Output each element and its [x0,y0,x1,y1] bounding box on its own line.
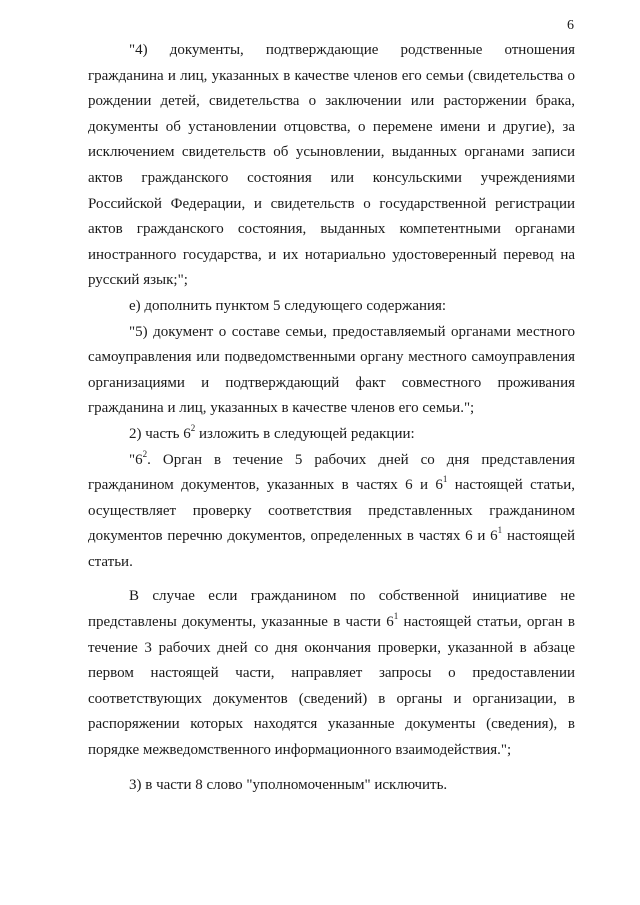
superscript: 2 [142,448,148,459]
text-segment: е) дополнить пунктом 5 следующего содержания: [129,297,447,314]
text-segment: "6 [129,451,143,468]
document-body [88,38,575,798]
text-segment: настоящей статьи. [88,528,575,570]
superscript: 1 [497,525,503,536]
superscript: 1 [442,474,448,485]
paragraph [88,448,575,576]
text-segment: настоящей статьи, осуществляет проверку соответствия представленных гражданином документов перечню документов, определенных в частях 6 и 6 [88,477,575,545]
text-segment: изложить в следующей редакции: [195,425,415,442]
paragraph [88,294,575,320]
text-segment: 2) часть 6 [129,425,191,442]
text-segment: . Орган в течение 5 рабочих дней со дня представления гражданином документов, указанных в частях 6 и 6 [88,451,575,494]
text-segment: 3) в части 8 слово "уполномоченным" исключить. [129,776,448,793]
paragraph [88,773,575,799]
text-segment: "5) документ о составе семьи, предоставляемый органами местного самоуправления или подведомственными органу местного самоуправления организациями и подтверждающий факт совместного проживания гражданина и лиц, указанных в качестве членов его семьи."; [88,323,575,417]
text-segment: настоящей статьи, орган в течение 3 рабочих дней со дня окончания проверки, указанной в абзаце первом настоящей части, направляет запросы о предоставлении соответствующих документов (сведений) в органы и организации, в распоряжении которых находятся указанные документы (сведения), в порядке межведомственного информационного взаимодействия."; [88,614,575,759]
paragraph [88,320,575,422]
text-segment: "4) документы, подтверждающие родственные отношения гражданина и лиц, указанных в качестве членов его семьи (свидетельства о рождении детей, свидетельства о заключении или расторжении брака, документы об установлении отцовства, о перемене имени и другие), за исключением свидетельств об усыновлении, выданных органами записи актов гражданского состояния или консульскими учреждениями Российской Федерации, и свидетельств о государственной регистрации актов гражданского состояния, выданных компетентными органами иностранного государства, и их нотариально удостоверенный перевод на русский язык;"; [88,42,575,289]
superscript: 2 [190,422,196,433]
paragraph [88,422,575,448]
paragraph [88,38,575,294]
text-segment: В случае если гражданином по собственной инициативе не представлены документы, указанные в части 6 [88,588,575,631]
superscript: 1 [393,611,399,622]
paragraph [88,584,575,763]
page-number: 6 [567,18,574,33]
